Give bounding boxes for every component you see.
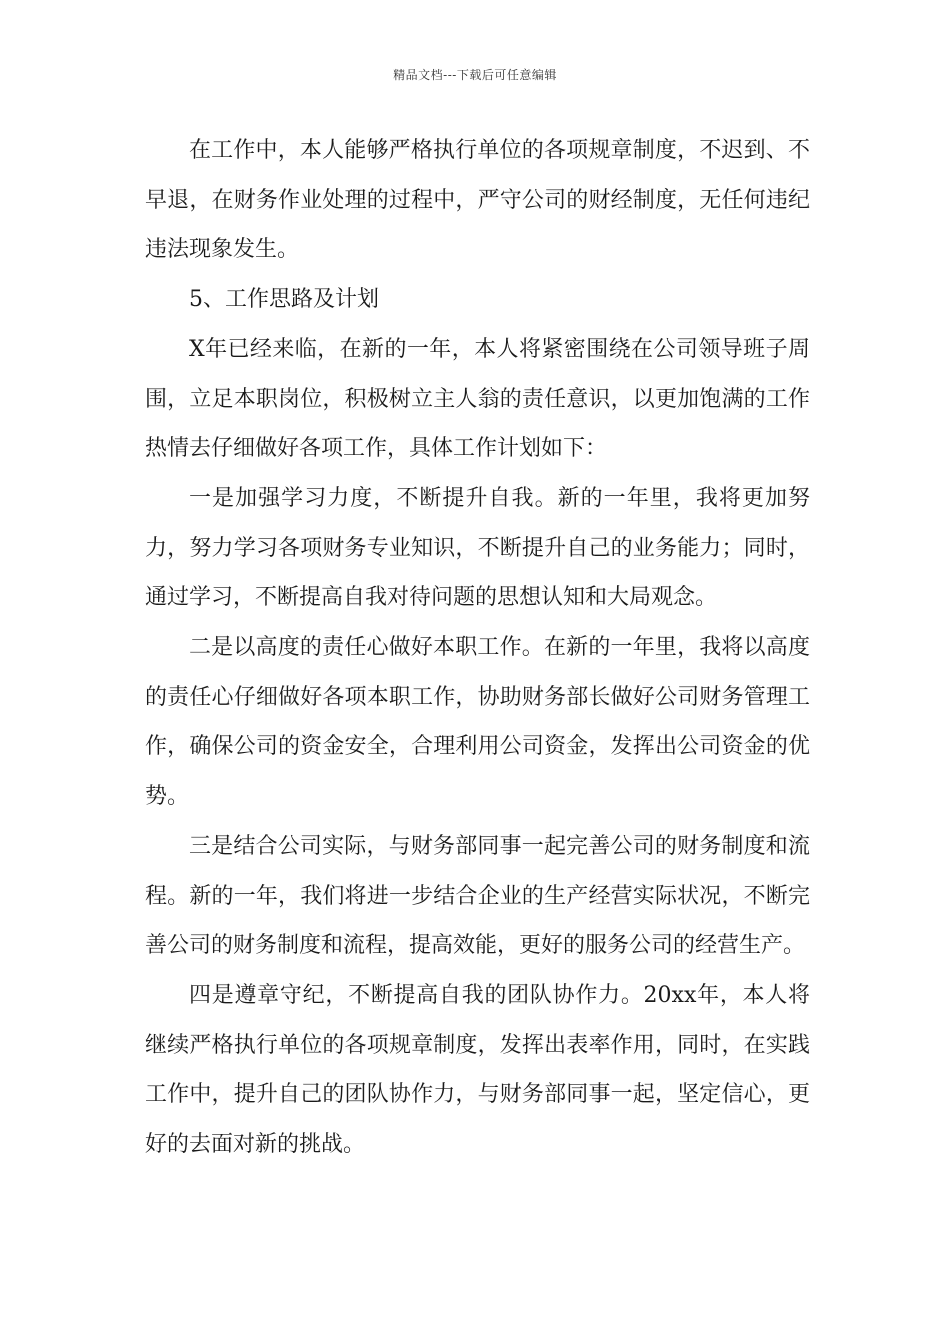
paragraph-plan-item-1: 一是加强学习力度，不断提升自我。新的一年里，我将更加努力，努力学习各项财务专业知识，不断提升自己的业务能力；同时，通过学习，不断提高自我对待问题的思想认知和大局观念。 [145, 485, 810, 611]
paragraph-work-discipline: 在工作中，本人能够严格执行单位的各项规章制度，不迟到、不早退，在财务作业处理的过程中，严守公司的财经制度，无任何违纪违法现象发生。 [145, 138, 810, 263]
section-heading-work-plan: 5、工作思路及计划 [189, 287, 379, 313]
paragraph-plan-item-4: 四是遵章守纪，不断提高自我的团队协作力。20xx年，本人将继续严格执行单位的各项规章制度，发挥出表率作用，同时，在实践工作中，提升自己的团队协作力，与财务部同事一起，坚定信心，更好的去面对新的挑战。 [145, 982, 810, 1158]
paragraph-plan-item-3: 三是结合公司实际，与财务部同事一起完善公司的财务制度和流程。新的一年，我们将进一步结合企业的生产经营实际状况，不断完善公司的财务制度和流程，提高效能，更好的服务公司的经营生产。 [145, 833, 810, 959]
page-header: 精品文档---下载后可任意编辑 [393, 68, 557, 82]
paragraph-plan-item-2: 二是以高度的责任心做好本职工作。在新的一年里，我将以高度的责任心仔细做好各项本职工作，协助财务部长做好公司财务管理工作，确保公司的资金安全，合理利用公司资金，发挥出公司资金的优势。 [145, 635, 810, 810]
paragraph-plan-intro: X年已经来临，在新的一年，本人将紧密围绕在公司领导班子周围，立足本职岗位，积极树立主人翁的责任意识，以更加饱满的工作热情去仔细做好各项工作，具体工作计划如下： [145, 336, 810, 462]
document-body [145, 126, 810, 1170]
